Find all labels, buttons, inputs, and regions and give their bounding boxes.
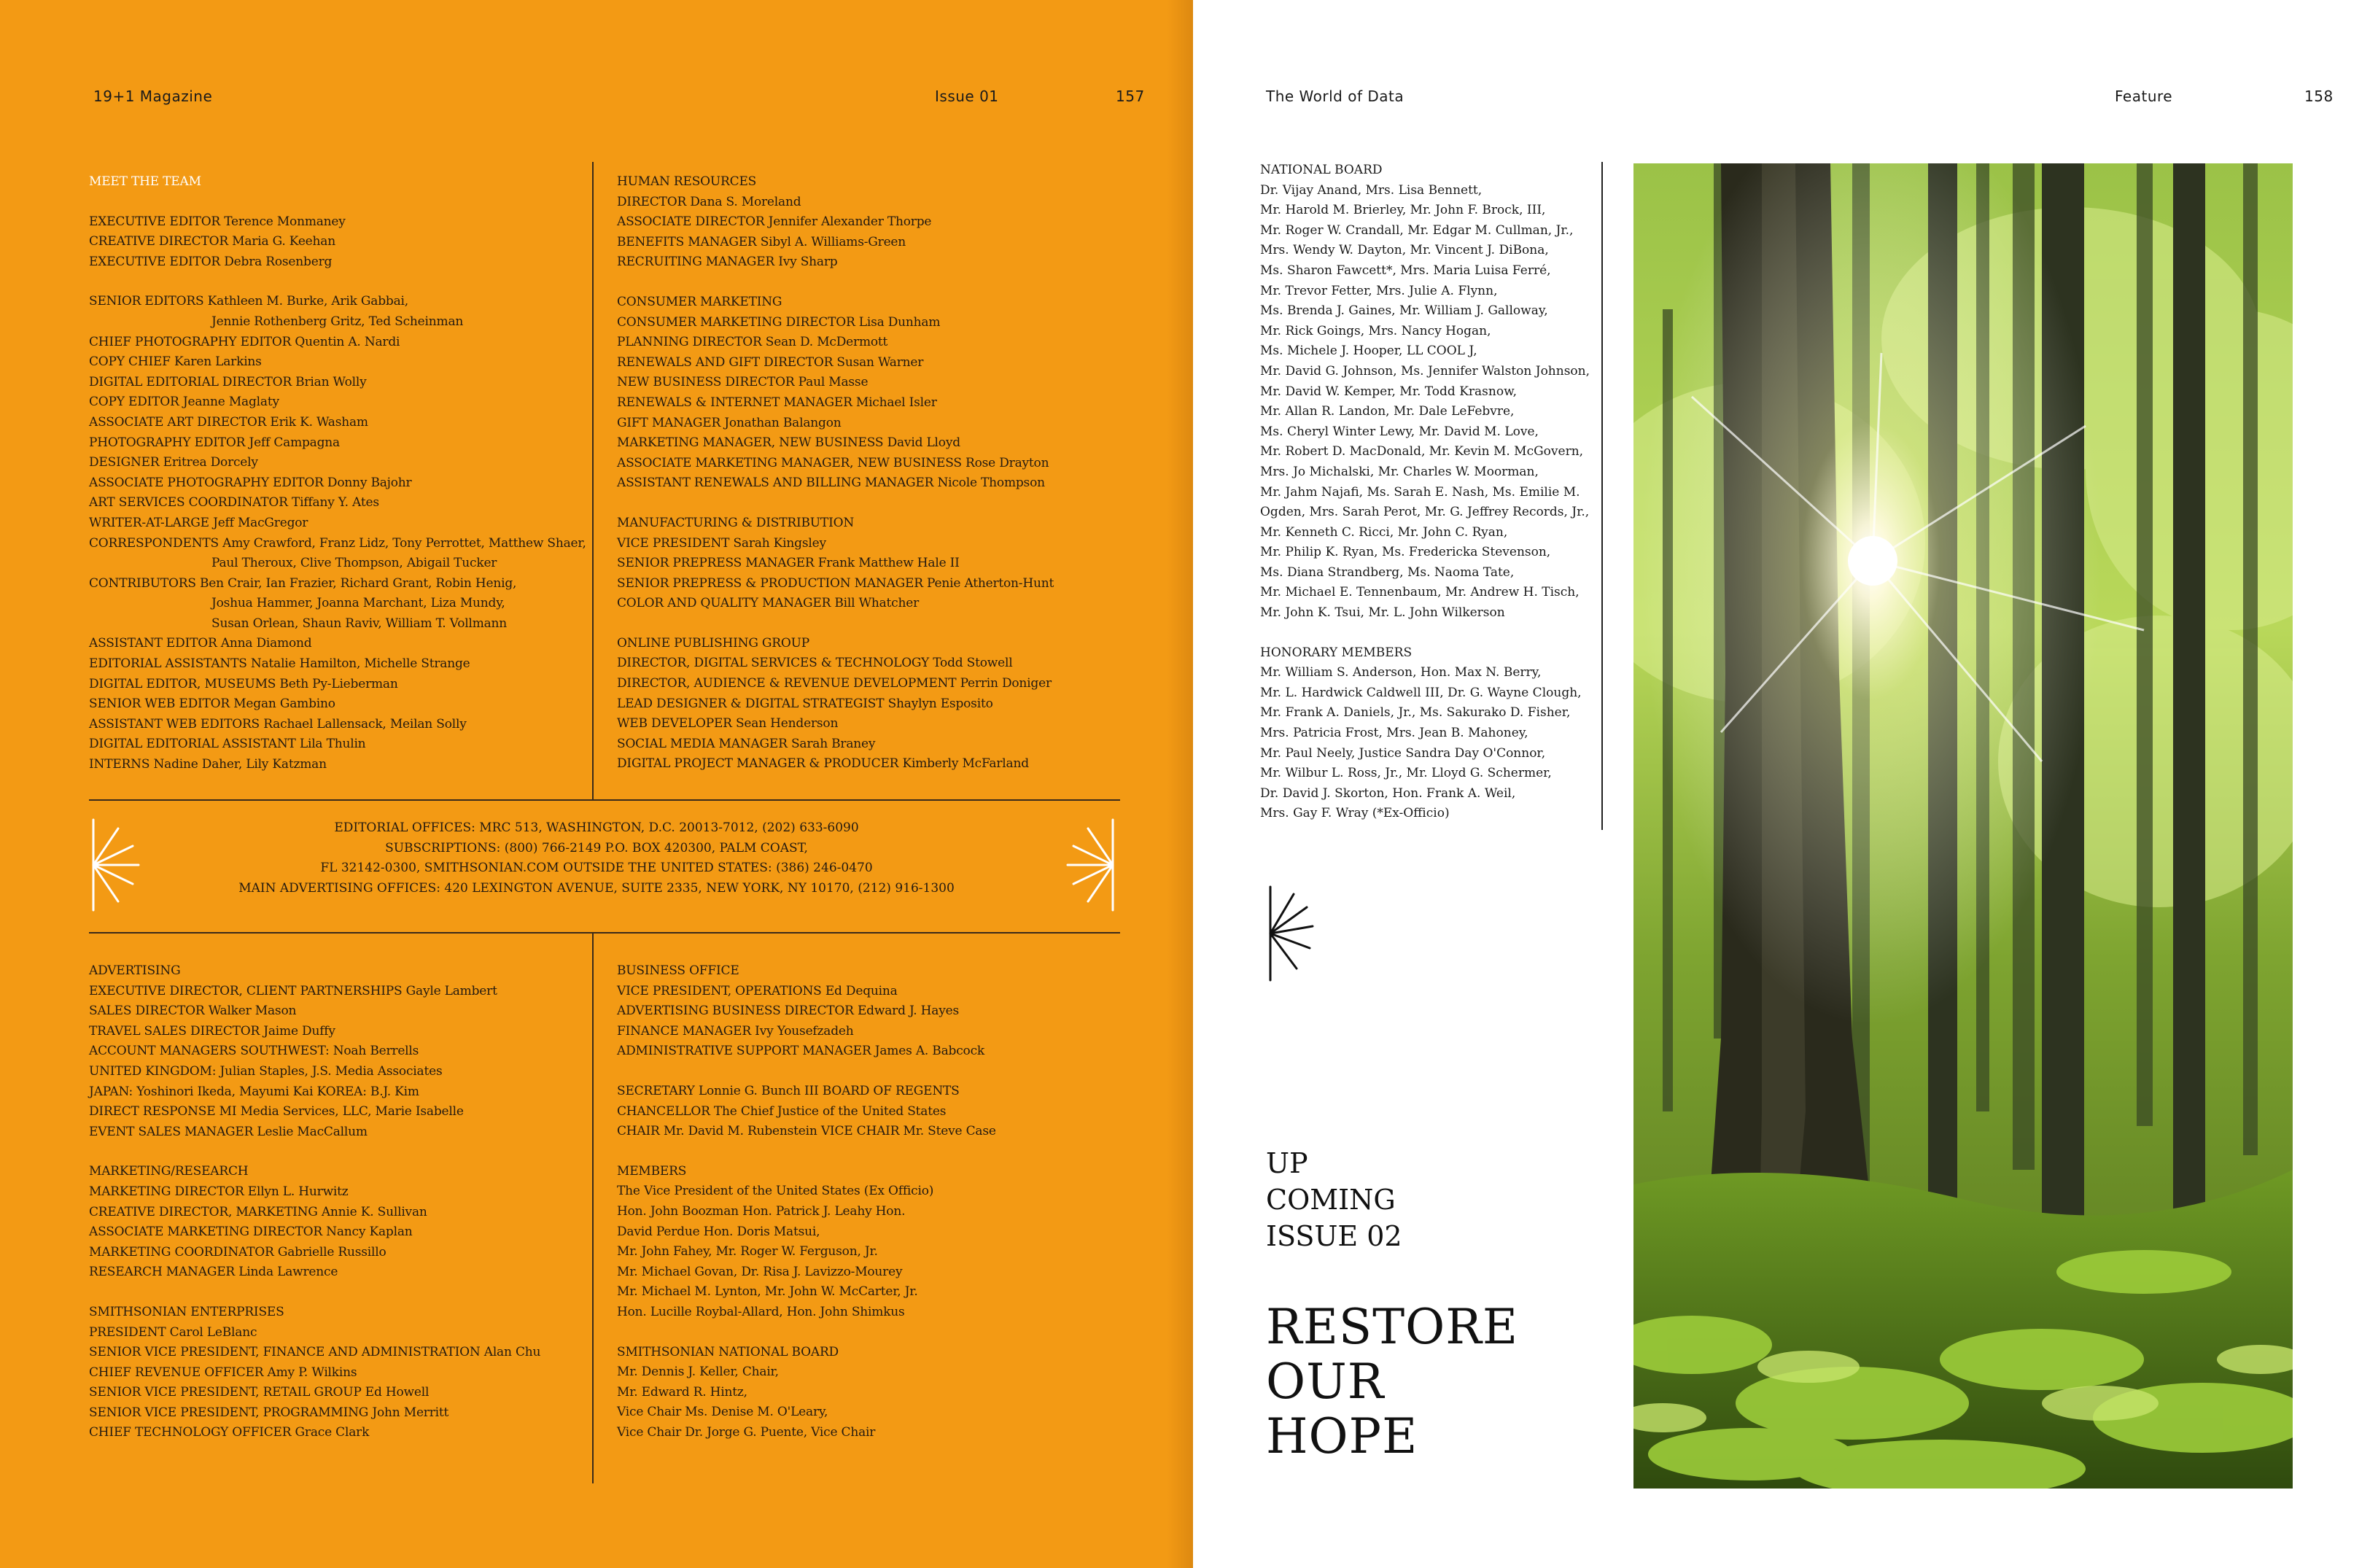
credit-line: ASSISTANT WEB EDITORS Rachael Lallensack, Meilan Solly bbox=[89, 716, 467, 731]
credit-line: Mr. Philip K. Ryan, Ms. Fredericka Stevenson, bbox=[1260, 545, 1551, 560]
credit-line: ASSOCIATE MARKETING MANAGER, NEW BUSINESS Rose Drayton bbox=[617, 455, 1049, 470]
credit-line: LEAD DESIGNER & DIGITAL STRATEGIST Shaylyn Esposito bbox=[617, 696, 993, 711]
credit-line: DIRECTOR, AUDIENCE & REVENUE DEVELOPMENT Perrin Doniger bbox=[617, 676, 1052, 691]
credit-line: Susan Orlean, Shaun Raviv, William T. Vollmann bbox=[211, 616, 508, 631]
section-heading: SMITHSONIAN ENTERPRISES bbox=[89, 1304, 284, 1319]
office-line: FL 32142-0300, SMITHSONIAN.COM OUTSIDE THE UNITED STATES: (386) 246-0470 bbox=[320, 861, 873, 876]
column-divider-top bbox=[592, 162, 594, 799]
upcoming-issue bbox=[1266, 1145, 1402, 1254]
spacer bbox=[617, 273, 1142, 292]
credit-line: EDITORIAL ASSISTANTS Natalie Hamilton, Michelle Strange bbox=[89, 656, 470, 672]
credit-line: Vice Chair Dr. Jorge G. Puente, Vice Chair bbox=[617, 1424, 876, 1440]
credit-line: NATIONAL BOARD bbox=[1260, 163, 1383, 177]
forest-photo bbox=[1633, 163, 2293, 1489]
masthead-column-1 bbox=[89, 172, 592, 775]
office-addresses bbox=[146, 818, 1047, 899]
credit-line: Mr. Trevor Fetter, Mrs. Julie A. Flynn, bbox=[1260, 283, 1498, 298]
spine-shadow bbox=[1167, 0, 1193, 1568]
credit-line: Paul Theroux, Clive Thompson, Abigail Tucker bbox=[211, 556, 497, 571]
masthead-column-3 bbox=[89, 961, 592, 1443]
credit-line: COLOR AND QUALITY MANAGER Bill Whatcher bbox=[617, 596, 920, 611]
section-heading: MEET THE TEAM bbox=[89, 174, 201, 189]
section-heading: CONSUMER MARKETING bbox=[617, 294, 782, 309]
credit-line: DIGITAL PROJECT MANAGER & PRODUCER Kimberly McFarland bbox=[617, 756, 1029, 772]
credit-line: GIFT MANAGER Jonathan Balangon bbox=[617, 415, 842, 430]
credit-line: SENIOR EDITORS Kathleen M. Burke, Arik Gabbai, bbox=[89, 294, 408, 309]
credit-line: SALES DIRECTOR Walker Mason bbox=[89, 1004, 297, 1019]
section-heading: SMITHSONIAN NATIONAL BOARD bbox=[617, 1344, 839, 1359]
credit-line: Mr. L. Hardwick Caldwell III, Dr. G. Wayne Clough, bbox=[1260, 685, 1582, 700]
credit-line: EXECUTIVE DIRECTOR, CLIENT PARTNERSHIPS Gayle Lambert bbox=[89, 983, 497, 998]
feature-label: Feature bbox=[2115, 88, 2173, 105]
credit-line: Mr. Michael Govan, Dr. Risa J. Lavizzo-Mourey bbox=[617, 1264, 903, 1279]
spacer bbox=[617, 1062, 1142, 1082]
spacer bbox=[617, 494, 1142, 513]
credit-line: VICE PRESIDENT, OPERATIONS Ed Dequina bbox=[617, 983, 898, 998]
credit-line: CHIEF TECHNOLOGY OFFICER Grace Clark bbox=[89, 1425, 370, 1440]
spacer bbox=[1260, 624, 1596, 643]
credit-line: Jennie Rothenberg Gritz, Ted Scheinman bbox=[211, 314, 464, 329]
credit-line: Mr. Jahm Najafi, Ms. Sarah E. Nash, Ms. Emilie M. bbox=[1260, 484, 1580, 500]
credit-line: Mr. John K. Tsui, Mr. L. John Wilkerson bbox=[1260, 605, 1505, 621]
credit-line: RESEARCH MANAGER Linda Lawrence bbox=[89, 1265, 338, 1280]
upcoming-line: ISSUE 02 bbox=[1266, 1220, 1402, 1252]
credit-line: ASSOCIATE ART DIRECTOR Erik K. Washam bbox=[89, 414, 368, 430]
credit-line: COPY EDITOR Jeanne Maglaty bbox=[89, 395, 279, 410]
office-line: SUBSCRIPTIONS: (800) 766-2149 P.O. BOX 420300, PALM COAST, bbox=[385, 840, 808, 855]
column-divider-bottom bbox=[592, 934, 594, 1483]
headline bbox=[1266, 1300, 1518, 1464]
credit-line: CREATIVE DIRECTOR, MARKETING Annie K. Sullivan bbox=[89, 1204, 427, 1219]
credit-line: MARKETING COORDINATOR Gabrielle Russillo bbox=[89, 1244, 386, 1260]
credit-line: Ms. Cheryl Winter Lewy, Mr. David M. Love, bbox=[1260, 424, 1539, 439]
credit-line: Mr. Allan R. Landon, Mr. Dale LeFebvre, bbox=[1260, 404, 1515, 419]
credit-line: Mr. Kenneth C. Ricci, Mr. John C. Ryan, bbox=[1260, 524, 1508, 540]
credit-line: PRESIDENT Carol LeBlanc bbox=[89, 1324, 257, 1340]
credit-line: SECRETARY Lonnie G. Bunch III BOARD OF REGENTS bbox=[617, 1083, 960, 1098]
spacer bbox=[89, 193, 592, 212]
credit-line: RENEWALS AND GIFT DIRECTOR Susan Warner bbox=[617, 354, 924, 370]
credit-line: Mrs. Patricia Frost, Mrs. Jean B. Mahoney, bbox=[1260, 726, 1528, 741]
credit-line: CHANCELLOR The Chief Justice of the United States bbox=[617, 1103, 947, 1119]
section-title: The World of Data bbox=[1266, 88, 1404, 105]
credit-line: ACCOUNT MANAGERS SOUTHWEST: Noah Berrells bbox=[89, 1044, 419, 1059]
credit-line: HONORARY MEMBERS bbox=[1260, 645, 1413, 660]
rule-bottom bbox=[89, 932, 1120, 934]
credit-line: INTERNS Nadine Daher, Lily Katzman bbox=[89, 757, 327, 772]
credit-line: DIGITAL EDITOR, MUSEUMS Beth Py-Lieberman bbox=[89, 676, 398, 691]
credit-line: Mr. Paul Neely, Justice Sandra Day O'Connor, bbox=[1260, 745, 1546, 761]
credit-line: ART SERVICES COORDINATOR Tiffany Y. Ates bbox=[89, 495, 379, 511]
credit-line: Mrs. Wendy W. Dayton, Mr. Vincent J. DiBona, bbox=[1260, 243, 1549, 258]
section-heading: MANUFACTURING & DISTRIBUTION bbox=[617, 515, 854, 530]
credit-line: SOCIAL MEDIA MANAGER Sarah Braney bbox=[617, 736, 876, 751]
credit-line: Dr. Vijay Anand, Mrs. Lisa Bennett, bbox=[1260, 182, 1483, 198]
credit-line: BENEFITS MANAGER Sibyl A. Williams-Green bbox=[617, 234, 906, 249]
credit-line: SENIOR PREPRESS & PRODUCTION MANAGER Penie Atherton-Hunt bbox=[617, 575, 1054, 591]
credit-line: Mr. Rick Goings, Mrs. Nancy Hogan, bbox=[1260, 323, 1491, 338]
credit-line: DIGITAL EDITORIAL ASSISTANT Lila Thulin bbox=[89, 737, 366, 752]
credit-line: ASSISTANT EDITOR Anna Diamond bbox=[89, 636, 312, 651]
rule-top bbox=[89, 799, 1120, 801]
credit-line: DIRECTOR Dana S. Moreland bbox=[617, 194, 801, 209]
credit-line: Mr. Michael M. Lynton, Mr. John W. McCarter, Jr. bbox=[617, 1284, 918, 1300]
credit-line: CHIEF PHOTOGRAPHY EDITOR Quentin A. Nardi bbox=[89, 334, 400, 349]
credit-line: ADMINISTRATIVE SUPPORT MANAGER James A. Babcock bbox=[617, 1044, 984, 1059]
credit-line: ASSOCIATE DIRECTOR Jennifer Alexander Thorpe bbox=[617, 214, 932, 230]
spacer bbox=[89, 272, 592, 292]
credit-line: JAPAN: Yoshinori Ikeda, Mayumi Kai KOREA: B.J. Kim bbox=[89, 1084, 419, 1099]
credit-line: DIRECTOR, DIGITAL SERVICES & TECHNOLOGY Todd Stowell bbox=[617, 656, 1013, 671]
page-number-right: 158 bbox=[2304, 88, 2334, 105]
credit-line: SENIOR WEB EDITOR Megan Gambino bbox=[89, 696, 335, 712]
credit-line: Ms. Sharon Fawcett*, Mrs. Maria Luisa Ferré, bbox=[1260, 263, 1551, 278]
credit-line: Mr. Harold M. Brierley, Mr. John F. Brock, III, bbox=[1260, 203, 1546, 218]
headline-line: RESTORE bbox=[1266, 1299, 1519, 1355]
sunburst-icon bbox=[1060, 814, 1119, 916]
masthead-column-2 bbox=[617, 172, 1142, 775]
section-heading: BUSINESS OFFICE bbox=[617, 963, 739, 978]
sunburst-icon bbox=[88, 814, 146, 916]
upcoming-line: UP bbox=[1266, 1147, 1308, 1179]
half-sunburst-icon bbox=[1264, 882, 1323, 985]
credit-line: Ms. Diana Strandberg, Ms. Naoma Tate, bbox=[1260, 564, 1515, 580]
credit-line: EVENT SALES MANAGER Leslie MacCallum bbox=[89, 1124, 368, 1139]
credit-line: Mr. David G. Johnson, Ms. Jennifer Walston Johnson, bbox=[1260, 363, 1590, 379]
credit-line: Mr. Michael E. Tennenbaum, Mr. Andrew H. Tisch, bbox=[1260, 585, 1580, 600]
office-line: EDITORIAL OFFICES: MRC 513, WASHINGTON, D.C. 20013-7012, (202) 633-6090 bbox=[334, 820, 859, 835]
magazine-name: 19+1 Magazine bbox=[93, 88, 213, 105]
credit-line: MARKETING MANAGER, NEW BUSINESS David Lloyd bbox=[617, 435, 960, 451]
credit-line: Mr. William S. Anderson, Hon. Max N. Berry, bbox=[1260, 665, 1542, 680]
credit-line: Mr. Frank A. Daniels, Jr., Ms. Sakurako D. Fisher, bbox=[1260, 705, 1571, 721]
section-heading: MEMBERS bbox=[617, 1163, 687, 1179]
credit-line: Mrs. Jo Michalski, Mr. Charles W. Moorman, bbox=[1260, 464, 1539, 479]
credit-line: ASSOCIATE MARKETING DIRECTOR Nancy Kaplan bbox=[89, 1224, 413, 1240]
credit-line: ADVERTISING BUSINESS DIRECTOR Edward J. Hayes bbox=[617, 1004, 960, 1019]
credit-line: Dr. David J. Skorton, Hon. Frank A. Weil, bbox=[1260, 785, 1516, 801]
credit-line: RENEWALS & INTERNET MANAGER Michael Isler bbox=[617, 395, 937, 410]
credit-line: Ogden, Mrs. Sarah Perot, Mr. G. Jeffrey Records, Jr., bbox=[1260, 505, 1590, 520]
credit-line: Mr. David W. Kemper, Mr. Todd Krasnow, bbox=[1260, 384, 1518, 399]
section-heading: HUMAN RESOURCES bbox=[617, 174, 757, 189]
credit-line: Hon. John Boozman Hon. Patrick J. Leahy Hon. bbox=[617, 1203, 906, 1219]
credit-line: CORRESPONDENTS Amy Crawford, Franz Lidz, Tony Perrottet, Matthew Shaer, bbox=[89, 535, 586, 551]
credit-line: ASSISTANT RENEWALS AND BILLING MANAGER Nicole Thompson bbox=[617, 476, 1045, 491]
credit-line: Vice Chair Ms. Denise M. O'Leary, bbox=[617, 1405, 828, 1420]
masthead-column-4 bbox=[617, 961, 1142, 1443]
spacer bbox=[617, 1142, 1142, 1162]
issue-label: Issue 01 bbox=[935, 88, 999, 105]
credit-line: DIRECT RESPONSE MI Media Services, LLC, Marie Isabelle bbox=[89, 1104, 464, 1119]
credit-line: DIGITAL EDITORIAL DIRECTOR Brian Wolly bbox=[89, 374, 367, 389]
headline-line: OUR bbox=[1266, 1354, 1385, 1410]
credit-line: TRAVEL SALES DIRECTOR Jaime Duffy bbox=[89, 1023, 335, 1039]
office-line: MAIN ADVERTISING OFFICES: 420 LEXINGTON AVENUE, SUITE 2335, NEW YORK, NY 10170, (212) 916-1300 bbox=[238, 880, 955, 896]
credit-line: Ms. Brenda J. Gaines, Mr. William J. Galloway, bbox=[1260, 303, 1548, 319]
credit-line: VICE PRESIDENT Sarah Kingsley bbox=[617, 535, 826, 551]
credit-line: The Vice President of the United States (Ex Officio) bbox=[617, 1184, 934, 1199]
credit-line: COPY CHIEF Karen Larkins bbox=[89, 354, 262, 370]
credit-line: Joshua Hammer, Joanna Marchant, Liza Mundy, bbox=[211, 596, 505, 611]
section-heading: MARKETING/RESEARCH bbox=[89, 1164, 249, 1179]
spacer bbox=[89, 1142, 592, 1162]
credit-line: WRITER-AT-LARGE Jeff MacGregor bbox=[89, 515, 308, 530]
credit-line: Mrs. Gay F. Wray (*Ex-Officio) bbox=[1260, 806, 1450, 821]
credit-line: Mr. Roger W. Crandall, Mr. Edgar M. Cullman, Jr., bbox=[1260, 222, 1574, 238]
national-board-list bbox=[1260, 160, 1596, 824]
credit-line: DESIGNER Eritrea Dorcely bbox=[89, 455, 258, 470]
section-heading: ADVERTISING bbox=[89, 963, 181, 978]
credit-line: CHIEF REVENUE OFFICER Amy P. Wilkins bbox=[89, 1365, 357, 1380]
headline-line: HOPE bbox=[1266, 1408, 1418, 1464]
credit-line: MARKETING DIRECTOR Ellyn L. Hurwitz bbox=[89, 1184, 349, 1199]
credit-line: FINANCE MANAGER Ivy Yousefzadeh bbox=[617, 1023, 854, 1039]
credit-line: RECRUITING MANAGER Ivy Sharp bbox=[617, 255, 838, 270]
page-number-left: 157 bbox=[1116, 88, 1145, 105]
credit-line: PHOTOGRAPHY EDITOR Jeff Campagna bbox=[89, 435, 340, 450]
credit-line: Mr. Robert D. MacDonald, Mr. Kevin M. McGovern, bbox=[1260, 444, 1584, 459]
upcoming-line: COMING bbox=[1266, 1184, 1396, 1216]
credit-line: ASSOCIATE PHOTOGRAPHY EDITOR Donny Bajohr bbox=[89, 475, 412, 490]
credit-line: Mr. Dennis J. Keller, Chair, bbox=[617, 1365, 779, 1380]
credit-line: WEB DEVELOPER Sean Henderson bbox=[617, 716, 839, 731]
section-heading: ONLINE PUBLISHING GROUP bbox=[617, 635, 809, 651]
credit-line: CREATIVE DIRECTOR Maria G. Keehan bbox=[89, 234, 335, 249]
credit-line: EXECUTIVE EDITOR Debra Rosenberg bbox=[89, 254, 333, 269]
credit-line: SENIOR VICE PRESIDENT, FINANCE AND ADMINISTRATION Alan Chu bbox=[89, 1345, 541, 1360]
spacer bbox=[617, 614, 1142, 634]
credit-line: SENIOR VICE PRESIDENT, RETAIL GROUP Ed Howell bbox=[89, 1385, 430, 1400]
credit-line: Mr. Edward R. Hintz, bbox=[617, 1384, 747, 1400]
credit-line: SENIOR VICE PRESIDENT, PROGRAMMING John Merritt bbox=[89, 1405, 449, 1420]
credit-line: PLANNING DIRECTOR Sean D. McDermott bbox=[617, 335, 888, 350]
credit-line: SENIOR PREPRESS MANAGER Frank Matthew Hale II bbox=[617, 556, 960, 571]
credit-line: Hon. Lucille Roybal-Allard, Hon. John Shimkus bbox=[617, 1304, 905, 1319]
credit-line: CONTRIBUTORS Ben Crair, Ian Frazier, Richard Grant, Robin Henig, bbox=[89, 575, 517, 591]
credit-line: CHAIR Mr. David M. Rubenstein VICE CHAIR Mr. Steve Case bbox=[617, 1124, 996, 1139]
credit-line: Ms. Michele J. Hooper, LL COOL J, bbox=[1260, 344, 1477, 359]
right-column-divider bbox=[1601, 162, 1603, 830]
credit-line: Mr. John Fahey, Mr. Roger W. Ferguson, Jr. bbox=[617, 1244, 878, 1260]
spacer bbox=[617, 1323, 1142, 1343]
credit-line: David Perdue Hon. Doris Matsui, bbox=[617, 1224, 820, 1239]
credit-line: NEW BUSINESS DIRECTOR Paul Masse bbox=[617, 375, 869, 390]
credit-line: Mr. Wilbur L. Ross, Jr., Mr. Lloyd G. Schermer, bbox=[1260, 766, 1552, 781]
credit-line: CONSUMER MARKETING DIRECTOR Lisa Dunham bbox=[617, 314, 941, 330]
credit-line: UNITED KINGDOM: Julian Staples, J.S. Media Associates bbox=[89, 1063, 443, 1079]
credit-line: EXECUTIVE EDITOR Terence Monmaney bbox=[89, 214, 346, 229]
spacer bbox=[89, 1283, 592, 1303]
